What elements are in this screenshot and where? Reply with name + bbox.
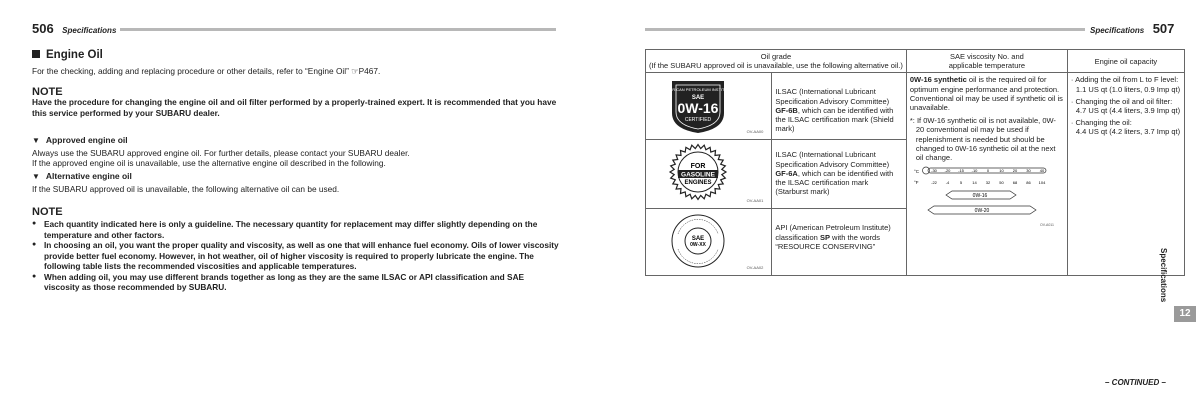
fahrenheit-tick-label: 50 [999, 180, 1004, 186]
header-capacity: Engine oil capacity [1067, 50, 1184, 73]
figure-id: OV-AA00 [746, 129, 764, 135]
approved-oil-title: ▼ Approved engine oil [32, 135, 128, 145]
svg-text:SAE: SAE [691, 236, 705, 243]
figure-id: OV-AA02 [746, 265, 764, 271]
fahrenheit-tick-label: 5 [959, 180, 963, 186]
grade-0w20-label: 0W-20 [974, 208, 990, 215]
section-title: Engine Oil [32, 49, 103, 61]
ilsac-shield-mark-icon [663, 77, 733, 135]
celsius-tick-label: 30 [1026, 168, 1031, 174]
f-label: °F [913, 180, 919, 186]
note2-list [32, 219, 560, 293]
celsius-tick-label: -10 [971, 168, 978, 174]
shield-mark-cell [646, 73, 772, 140]
celsius-tick-label: 20 [1012, 168, 1018, 174]
ilsac-starburst-mark-icon [666, 142, 730, 202]
fahrenheit-tick-label: 32 [985, 180, 991, 186]
grade-description: ILSAC (International Lubricant Specification Advisory Committee) GF-6B, which can be identified with the ILSAC certification mark (Shield mark) [772, 73, 907, 140]
viscosity-cell [906, 73, 1067, 276]
svg-text:CERTIFIED: CERTIFIED [684, 117, 712, 124]
page-number: 506 [32, 21, 54, 36]
capacity-item: · Changing the oil: 4.4 US qt (4.2 liters, 3.7 Imp qt) [1070, 118, 1181, 137]
starburst-mark-cell [646, 140, 772, 209]
alternative-oil-text: If the SUBARU approved oil is unavailable, the following alternative oil can be used. [32, 184, 340, 194]
capacity-item: · Changing the oil and oil filter: 4.7 US qt (4.4 liters, 3.9 Imp qt) [1070, 96, 1181, 116]
side-chapter-label: Specifications [1159, 248, 1168, 303]
celsius-tick-label: 0 [986, 168, 990, 174]
svg-text:0W-XX: 0W-XX [690, 242, 706, 249]
celsius-ticks [931, 168, 1045, 173]
header-title: Specifications [62, 26, 117, 35]
figure-id: OV-AA01 [746, 198, 764, 204]
svg-text:FOR: FOR [690, 163, 706, 171]
header-rule-right [645, 28, 1085, 31]
viscosity-footnote: *: If 0W-16 synthetic oil is not available, 0W-20 conventional oil may be used if replenishment is needed but should be changed to 0W-16 synthetic oil at the next oil change. [909, 116, 1056, 163]
continued-label: – CONTINUED – [1105, 378, 1166, 387]
note-item: ● Each quantity indicated here is only a guideline. The necessary quantity for replacement may differ slightly depending on the temperature and other factors. [32, 219, 560, 240]
donut-mark-cell [646, 209, 772, 276]
left-page-header [32, 20, 116, 38]
chart-figure-id: OV-A011 [1039, 223, 1054, 228]
header-title: Specifications [1090, 26, 1145, 35]
square-bullet-icon [32, 50, 40, 58]
table-row [646, 73, 1185, 140]
celsius-tick-label: -30 [931, 168, 937, 174]
celsius-tick-label: -20 [944, 168, 951, 174]
c-label: °C [913, 169, 919, 175]
grade-description: API (American Petroleum Institute) classification SP with the words “RESOURCE CONSERVING” [772, 209, 907, 276]
note-text: Have the procedure for changing the engine oil and oil filter performed by a properly-trained expert. It is recommended that you have this service performed by your SUBARU dealer. [32, 97, 557, 118]
fahrenheit-tick-label: -4 [945, 180, 950, 186]
celsius-tick-label: 10 [999, 168, 1004, 174]
page-number: 507 [1152, 21, 1175, 36]
note-item: ● In choosing an oil, you want the proper quality and viscosity, as well as one that will enhance fuel economy. Oils of lower viscosity provide better fuel economy. However, in hot weather, oil of higher viscosity is required to properly lubricate the engine. The following table lists the recommended viscosities and applicable temperatures. [32, 240, 560, 272]
svg-text:AMERICAN PETROLEUM INSTITUTE: AMERICAN PETROLEUM INSTITUTE [663, 87, 733, 93]
celsius-tick-label: 40 [1039, 168, 1045, 174]
capacity-cell [1067, 73, 1184, 276]
fahrenheit-ticks [931, 180, 1046, 185]
capacity-item: · Adding the oil from L to F level: 1.1 US qt (1.0 liters, 0.9 Imp qt) [1070, 75, 1181, 94]
svg-text:ENGINES: ENGINES [684, 180, 712, 187]
fahrenheit-tick-label: 14 [972, 180, 977, 186]
triangle-down-icon: ▼ [32, 172, 40, 181]
section-intro: For the checking, adding and replacing procedure or other details, refer to “Engine Oil” ☞P467. [32, 66, 381, 76]
note2-title: NOTE [32, 206, 63, 218]
grade-0w16-label: 0W-16 [972, 193, 988, 200]
grade-description: ILSAC (International Lubricant Specification Advisory Committee) GF-6A, which can be identified with the ILSAC certification mark (Starburst mark) [772, 140, 907, 209]
fahrenheit-tick-label: -22 [931, 180, 937, 186]
note-item: ● When adding oil, you may use different brands together as long as they are the same ILSAC or API classification and SAE viscosity as those recommended by SUBARU. [32, 272, 560, 293]
triangle-down-icon: ▼ [32, 136, 40, 145]
api-donut-mark-icon [668, 212, 728, 270]
viscosity-main: 0W-16 synthetic oil is the required oil for optimum engine performance and protection. Conventional oil may be used if synthetic oil is unavailable. [909, 75, 1063, 113]
chapter-tab: 12 [1174, 306, 1196, 322]
approved-oil-line1: Always use the SUBARU approved engine oil. For further details, please contact your SUBARU dealer. [32, 148, 410, 158]
approved-oil-line2: If the approved engine oil is unavailable, use the alternative engine oil described in the following. [32, 158, 386, 168]
celsius-tick-label: -15 [958, 168, 964, 174]
note-title: NOTE [32, 86, 63, 98]
viscosity-temperature-chart [910, 164, 1060, 244]
header-viscosity: SAE viscosity No. and applicable temperature [906, 50, 1067, 73]
table-header-row [646, 50, 1185, 73]
alternative-oil-title: ▼ Alternative engine oil [32, 171, 132, 181]
header-oil-grade: Oil grade (If the SUBARU approved oil is unavailable, use the following alternative oil.) [646, 50, 907, 73]
fahrenheit-tick-label: 86 [1026, 180, 1031, 186]
header-rule-left [120, 28, 556, 31]
svg-text:0W-16: 0W-16 [677, 100, 719, 117]
fahrenheit-tick-label: 68 [1012, 180, 1018, 186]
engine-oil-table [645, 49, 1185, 276]
svg-text:GASOLINE: GASOLINE [681, 171, 715, 179]
right-page-header [1090, 20, 1174, 38]
fahrenheit-tick-label: 104 [1038, 180, 1046, 186]
svg-text:SAE: SAE [691, 95, 705, 102]
